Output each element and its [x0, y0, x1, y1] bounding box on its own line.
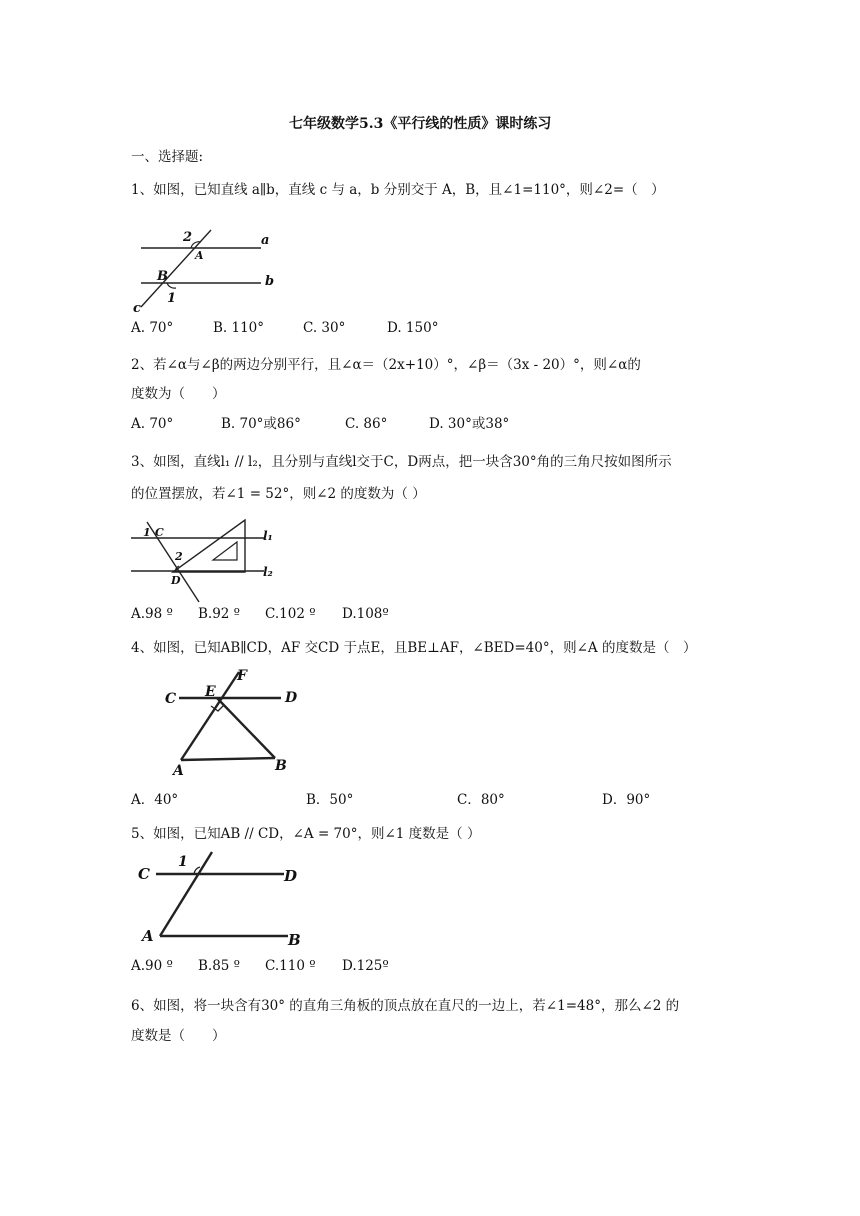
label-C: C	[155, 526, 164, 539]
q4-option-a: A．40°	[131, 792, 179, 808]
q2-option-d: D. 30°或38°	[429, 416, 510, 432]
label-B: B	[157, 269, 168, 284]
q4-figure	[163, 668, 303, 778]
label-A: A	[195, 249, 204, 262]
line-ab	[181, 758, 275, 760]
label-B: B	[275, 758, 287, 774]
label-c: c	[133, 301, 141, 314]
q5-option-d: D.125º	[342, 958, 389, 974]
q3-option-c: C.102 º	[265, 606, 316, 622]
label-l2: l₂	[263, 565, 273, 579]
label-1: 1	[167, 291, 177, 306]
q3-stem-line2: 的位置摆放，若∠1 = 52°，则∠2 的度数为（ ）	[131, 486, 426, 502]
label-C: C	[165, 691, 177, 707]
label-B: B	[288, 931, 301, 948]
q5-figure	[136, 848, 311, 948]
q1-option-c: C. 30°	[303, 320, 346, 336]
page-title: 七年级数学5.3《平行线的性质》课时练习	[289, 116, 552, 132]
triangle-ruler	[173, 520, 245, 572]
q2-option-a: A. 70°	[131, 416, 174, 432]
label-a: a	[261, 233, 270, 248]
q4-option-c: C．80°	[457, 792, 505, 808]
label-D: D	[171, 574, 181, 587]
q1-figure	[131, 222, 281, 314]
label-A: A	[173, 763, 184, 778]
line-be	[217, 698, 275, 758]
q2-option-b: B. 70°或86°	[221, 416, 301, 432]
q5-option-a: A.90 º	[131, 958, 173, 974]
q3-figure	[129, 516, 279, 604]
label-A: A	[142, 927, 154, 945]
section-heading: 一、选择题:	[131, 149, 204, 165]
q4-option-d: D．90°	[602, 792, 651, 808]
label-l1: l₁	[263, 529, 273, 543]
q6-stem-line1: 6、如图，将一块含有30° 的直角三角板的顶点放在直尺的一边上，若∠1=48°，那么∠2 的	[131, 998, 680, 1014]
label-E: E	[205, 684, 216, 700]
angle-1-arc	[167, 283, 176, 288]
label-b: b	[265, 274, 275, 289]
q1-option-a: A. 70°	[131, 320, 174, 336]
q5-option-c: C.110 º	[265, 958, 316, 974]
q1-option-d: D. 150°	[387, 320, 439, 336]
q4-option-b: B．50°	[306, 792, 354, 808]
q6-stem-line2: 度数是（ ）	[131, 1028, 226, 1044]
q3-option-a: A.98 º	[131, 606, 173, 622]
q2-stem-line2: 度数为（ ）	[131, 386, 226, 402]
label-D: D	[285, 690, 298, 706]
q5-option-b: B.85 º	[198, 958, 241, 974]
q2-stem-line1: 2、若∠α与∠β的两边分别平行，且∠α＝（2x+10）°，∠β＝（3x - 20）°，则∠α的	[131, 357, 641, 373]
q5-stem: 5、如图，已知AB // CD，∠A = 70°，则∠1 度数是（ ）	[131, 826, 481, 842]
q1-stem: 1、如图，已知直线 a∥b，直线 c 与 a，b 分别交于 A，B，且∠1=110°，则∠2=（ ）	[131, 182, 665, 198]
q3-option-b: B.92 º	[198, 606, 241, 622]
q1-option-b: B. 110°	[213, 320, 265, 336]
q2-option-c: C. 86°	[345, 416, 388, 432]
q3-stem-line1: 3、如图，直线l₁ // l₂，且分别与直线l交于C，D两点，把一块含30°角的三角尺按如图所示	[131, 454, 672, 470]
label-F: F	[237, 668, 247, 684]
triangle-inner	[213, 542, 237, 560]
label-2: 2	[175, 550, 183, 563]
q3-option-d: D.108º	[342, 606, 389, 622]
label-D: D	[284, 867, 298, 885]
label-C: C	[138, 865, 150, 883]
q4-stem: 4、如图，已知AB∥CD，AF 交CD 于点E，且BE⊥AF，∠BED=40°，则∠A 的度数是（ ）	[131, 640, 697, 656]
label-1: 1	[143, 526, 151, 539]
label-2: 2	[183, 230, 193, 245]
label-1: 1	[178, 854, 188, 870]
